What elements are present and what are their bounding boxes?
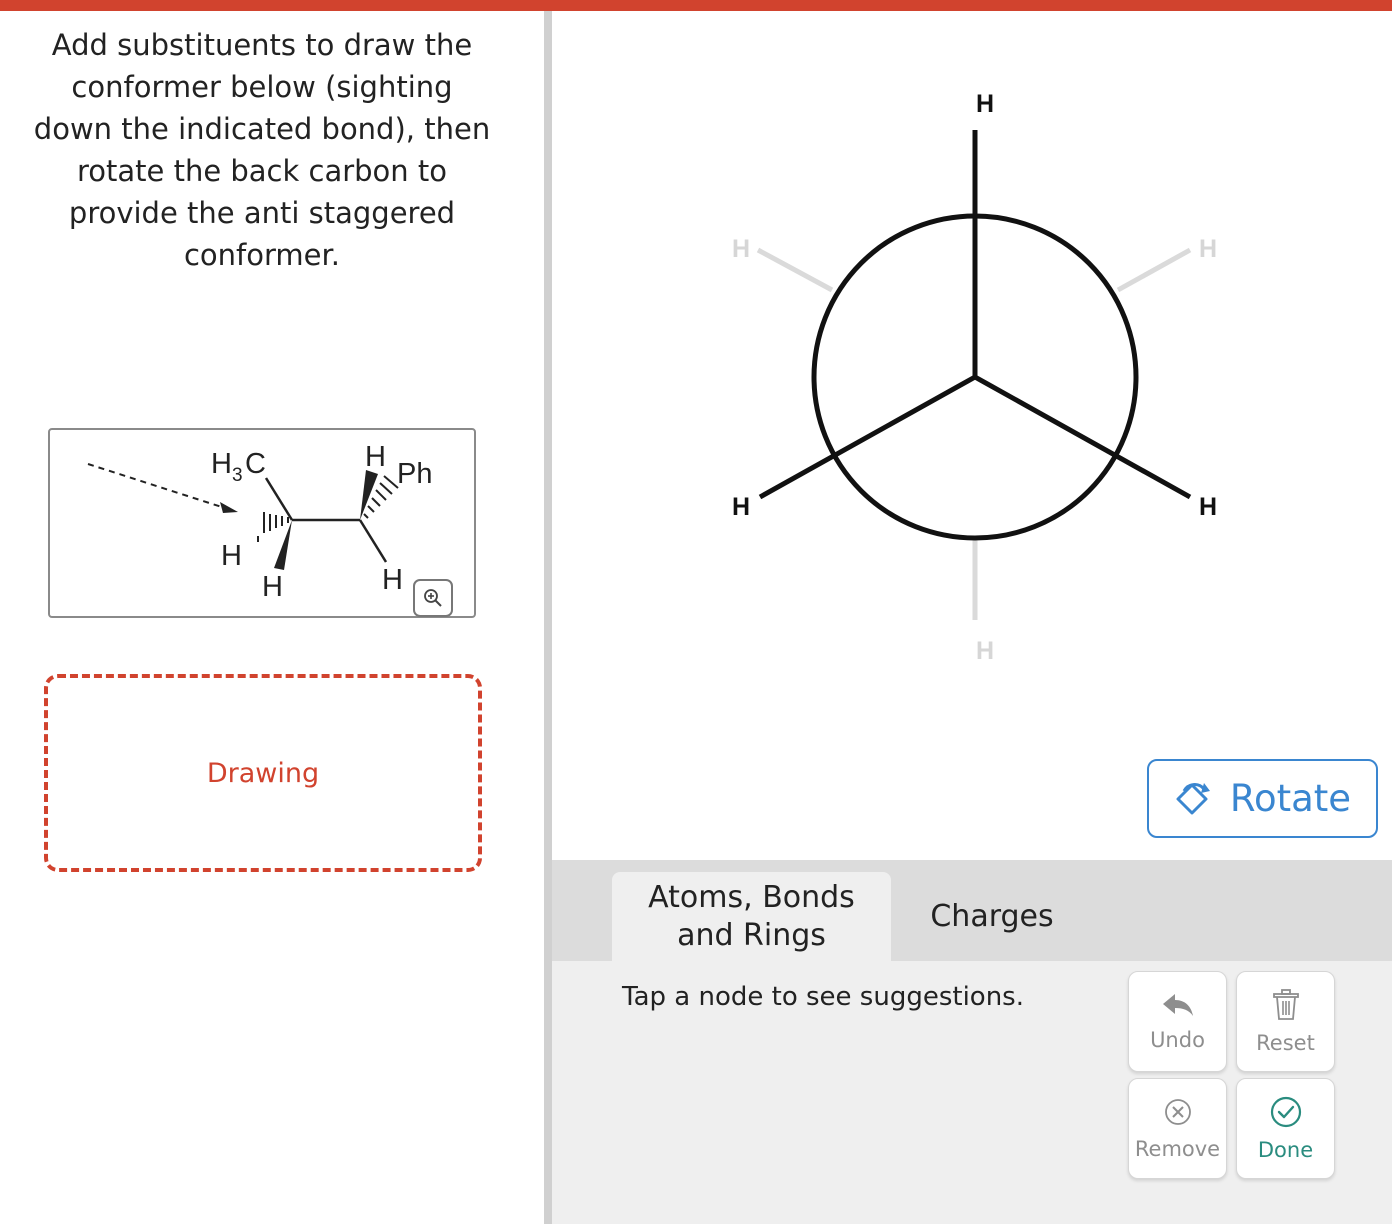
- bond-h-lower-right: [360, 520, 386, 562]
- front-h-right-label[interactable]: H: [1198, 493, 1218, 521]
- front-h-left-label[interactable]: H: [731, 493, 751, 521]
- sighting-arrow-head: [220, 502, 238, 513]
- newman-projection: [552, 11, 1392, 860]
- top-accent-bar: [0, 0, 1392, 11]
- tab-charges-label: Charges: [930, 898, 1054, 934]
- question-line: Add substituents to draw the: [51, 28, 473, 62]
- molecule-structure: [48, 428, 476, 618]
- front-bond-left[interactable]: [760, 377, 975, 497]
- bond-ch3: [266, 478, 292, 520]
- suggestions-hint: Tap a node to see suggestions.: [622, 982, 1024, 1012]
- wedge-bond-right: [360, 470, 378, 520]
- rotate-icon: [1174, 781, 1214, 817]
- magnifier-plus-icon: [423, 588, 443, 608]
- remove-button[interactable]: [1128, 1078, 1227, 1179]
- question-line: conformer.: [183, 238, 340, 272]
- hash-bond-left: [258, 512, 288, 542]
- zoom-in-button[interactable]: [413, 579, 453, 617]
- tab-label-line2: and Rings: [677, 917, 826, 953]
- question-text: [30, 24, 494, 276]
- h3c-label-h: H: [211, 448, 232, 480]
- question-line: provide the anti staggered: [68, 196, 456, 230]
- done-label: Done: [1257, 1137, 1314, 1162]
- h-bottom-right-label: H: [382, 564, 403, 596]
- back-bond-upper-right[interactable]: [1118, 250, 1190, 290]
- question-line: conformer below (sighting: [71, 70, 453, 104]
- back-bond-upper-left[interactable]: [758, 250, 832, 290]
- rotate-label: Rotate: [1229, 777, 1352, 820]
- h-left-label: H: [221, 540, 242, 572]
- ph-label: Ph: [397, 458, 433, 490]
- reset-label: Reset: [1256, 1030, 1315, 1055]
- sighting-arrow-line: [88, 464, 228, 509]
- question-line: down the indicated bond), then: [33, 112, 491, 146]
- drawing-label: Drawing: [206, 757, 320, 789]
- h-top-label: H: [365, 441, 386, 473]
- h3c-label-c: C: [245, 448, 266, 480]
- drawing-dropzone[interactable]: [44, 674, 482, 872]
- tab-charges[interactable]: [900, 872, 1084, 961]
- tab-label-line1: Atoms, Bonds: [648, 879, 855, 915]
- remove-label: Remove: [1134, 1136, 1221, 1161]
- question-line: rotate the back carbon to: [76, 154, 448, 188]
- back-h-upper-left-label[interactable]: H: [731, 235, 751, 263]
- done-button[interactable]: [1236, 1078, 1335, 1179]
- molecule-structure-box: [48, 428, 476, 618]
- front-h-top-label[interactable]: H: [975, 90, 995, 118]
- done-check-icon: [1270, 1096, 1302, 1128]
- back-h-upper-right-label[interactable]: H: [1198, 235, 1218, 263]
- undo-icon: [1161, 992, 1195, 1018]
- tab-atoms-bonds-rings[interactable]: [612, 872, 891, 961]
- panel-divider: [544, 11, 552, 1224]
- remove-circle-x-icon: [1163, 1097, 1193, 1127]
- front-bond-right[interactable]: [975, 377, 1190, 497]
- trash-icon: [1272, 989, 1300, 1021]
- undo-label: Undo: [1150, 1027, 1205, 1052]
- h-bottom-left-label: H: [262, 571, 283, 603]
- undo-button[interactable]: [1128, 971, 1227, 1072]
- rotate-button[interactable]: [1147, 759, 1378, 838]
- reset-button[interactable]: [1236, 971, 1335, 1072]
- back-h-bottom-label[interactable]: H: [975, 637, 995, 665]
- h3c-label-subscript: 3: [232, 465, 243, 486]
